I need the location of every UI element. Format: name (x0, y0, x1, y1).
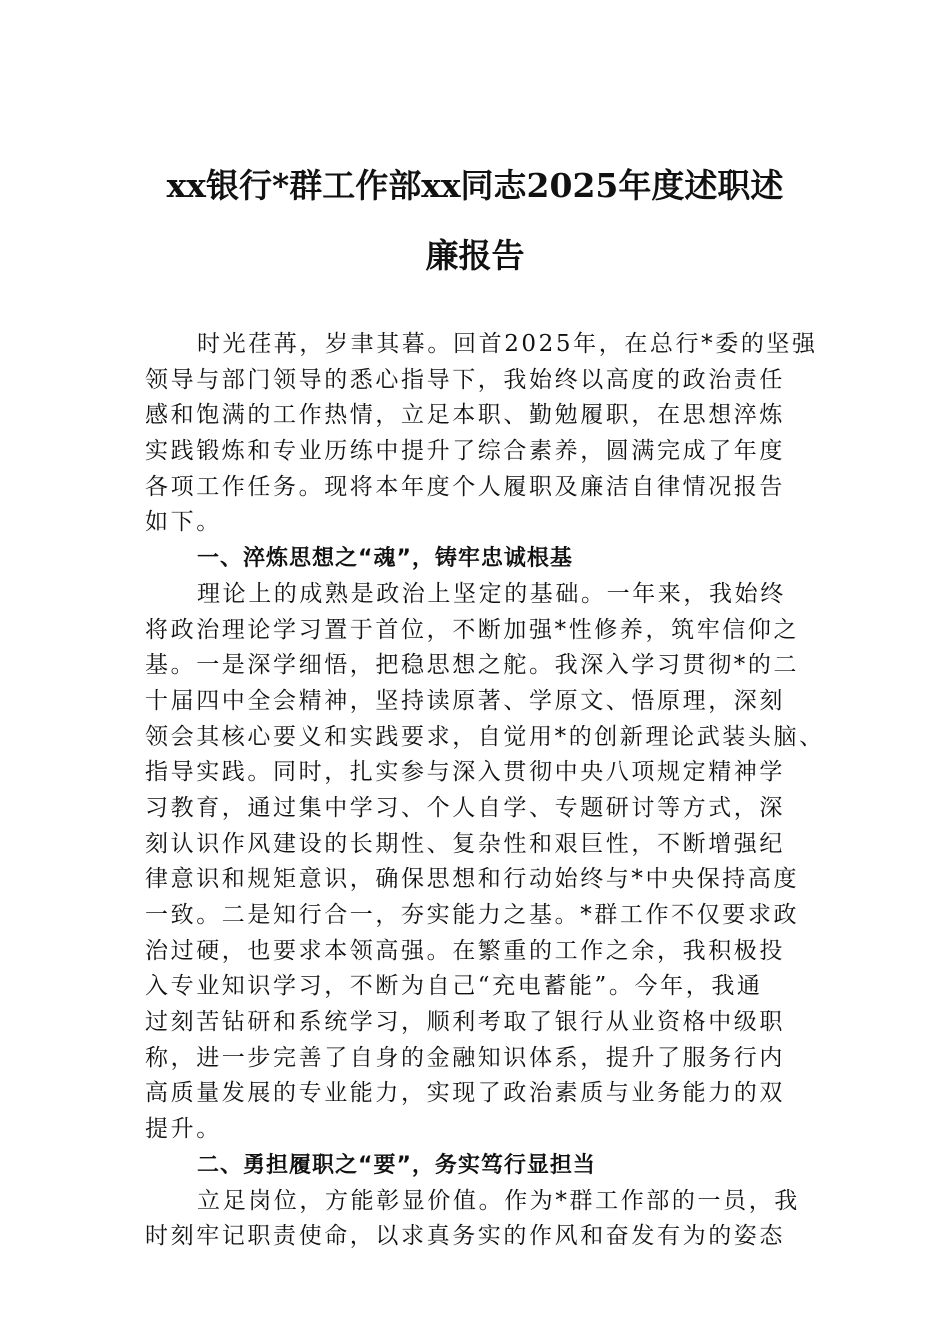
paragraph-line: 各项工作任务。现将本年度个人履职及廉洁自律情况报告 (145, 473, 785, 500)
section-heading: 二、勇担履职之“要”，务实笃行显担当 (197, 1152, 596, 1178)
paragraph-line: 基。一是深学细悟，把稳思想之舵。我深入学习贯彻*的二 (145, 652, 800, 679)
paragraph-line: 称，进一步完善了自身的金融知识体系，提升了服务行内 (145, 1044, 785, 1071)
document-body (145, 327, 825, 1255)
paragraph-line: 提升。 (145, 1116, 222, 1143)
paragraph-line: 感和饱满的工作热情，立足本职、勤勉履职，在思想淬炼 (145, 402, 785, 429)
paragraph-line: 律意识和规矩意识，确保思想和行动始终与*中央保持高度 (145, 866, 800, 893)
paragraph-line: 领会其核心要义和实践要求，自觉用*的创新理论武装头脑、 (145, 723, 825, 750)
paragraph-line: 一致。二是知行合一，夯实能力之基。*群工作不仅要求政 (145, 902, 800, 928)
paragraph-line: 十届四中全会精神，坚持读原著、学原文、悟原理，深刻 (145, 687, 785, 714)
paragraph-line: 习教育，通过集中学习、个人自学、专题研讨等方式，深 (145, 794, 785, 821)
document-title-line-2: 廉报告 (425, 236, 525, 275)
paragraph-line: 刻认识作风建设的长期性、复杂性和艰巨性，不断增强纪 (145, 830, 785, 857)
paragraph-line: 时光荏苒，岁聿其暮。回首2025年，在总行*委的坚强 (197, 331, 818, 357)
section-heading: 一、淬炼思想之“魂”，铸牢忠诚根基 (197, 546, 573, 572)
paragraph-line: 立足岗位，方能彰显价值。作为*群工作部的一员，我 (197, 1187, 800, 1214)
paragraph-line: 如下。 (145, 509, 222, 536)
paragraph-line: 治过硬，也要求本领高强。在繁重的工作之余，我积极投 (145, 937, 785, 964)
paragraph-line: 入专业知识学习，不断为自己“充电蓄能”。今年，我通 (145, 973, 763, 1000)
document-title-line-1: xx银行*群工作部xx同志2025年度述职述 (166, 166, 784, 205)
paragraph-line: 过刻苦钻研和系统学习，顺利考取了银行从业资格中级职 (145, 1009, 785, 1036)
paragraph-line: 高质量发展的专业能力，实现了政治素质与业务能力的双 (145, 1080, 785, 1107)
paragraph-line: 理论上的成熟是政治上坚定的基础。一年来，我始终 (197, 580, 786, 607)
paragraph-line: 领导与部门领导的悉心指导下，我始终以高度的政治责任 (145, 366, 785, 393)
paragraph-line: 指导实践。同时，扎实参与深入贯彻中央八项规定精神学 (145, 759, 785, 786)
paragraph-line: 将政治理论学习置于首位，不断加强*性修养，筑牢信仰之 (145, 616, 800, 643)
paragraph-line: 实践锻炼和专业历练中提升了综合素养，圆满完成了年度 (145, 438, 785, 465)
paragraph-line: 时刻牢记职责使命，以求真务实的作风和奋发有为的姿态 (145, 1223, 785, 1250)
